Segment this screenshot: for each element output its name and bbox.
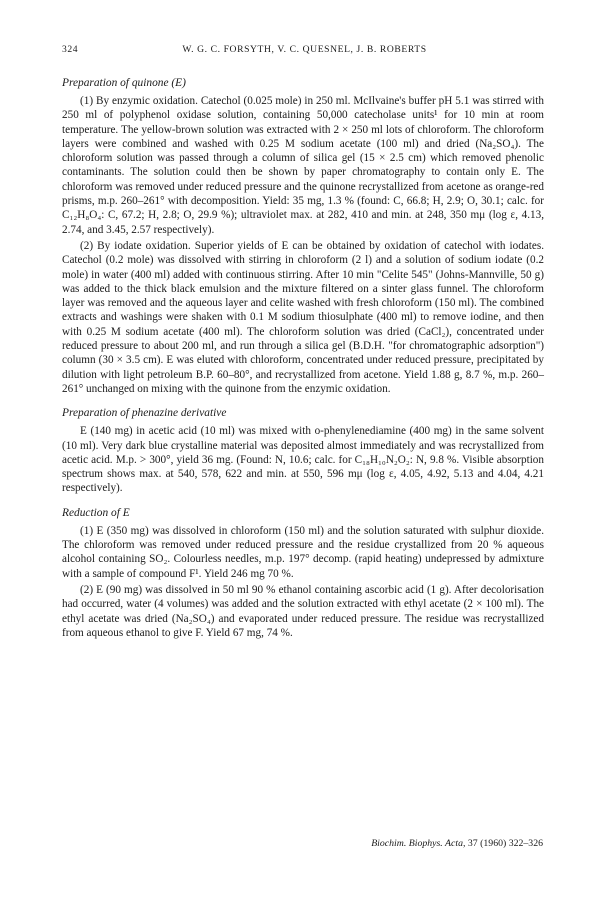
author-line: W. G. C. FORSYTH, V. C. QUESNEL, J. B. ROBERTS [182, 44, 427, 55]
running-header [62, 44, 547, 58]
page-number: 324 [62, 44, 79, 55]
journal-citation: 37 (1960) 322–326 [467, 838, 543, 849]
article-body [62, 76, 544, 642]
paragraph-iodate-oxidation: (2) By iodate oxidation. Superior yields of E can be obtained by oxidation of catechol with iodates. Catechol (0.2 mole) was dissolved with stirring in chloroform (2 l) and a solution of sodium iodate (0.2 mole) in water (400 ml) added with continuous stirring. After 10 min "Celite 545" (Johns-Mannville, 50 g) was added to the thick black emulsion and the mixture filtered on a sinter glass funnel. The chloroform layer was removed and the aqueous layer and celite washed with fresh chloroform (150 ml). The combined extracts and washings were shaken with 0.1 M sodium thiosulphate (400 ml) to remove iodine, and then with 0.25 M sodium acetate (400 ml). The chloroform solution was dried (CaCl₂), concentrated under reduced pressure to about 200 ml, and run through a silica gel (B.D.H. "for chromatographic adsorption") column (30 × 3.5 cm). E was eluted with chloroform, concentrated under reduced pressure, precipitated by dilution with light petroleum B.P. 60–80°, and recrystallized from acetone. Yield 1.88 g, 8.7 %, m.p. 260–261° unchanged on mixing with the quinone from the enzymic oxidation. [62, 239, 544, 395]
section-heading-phenazine: Preparation of phenazine derivative [62, 407, 227, 420]
section-heading-quinone: Preparation of quinone (E) [62, 77, 186, 89]
section-heading-reduction: Reduction of E [62, 506, 130, 519]
journal-footer [371, 838, 543, 849]
paragraph-enzymic-oxidation: (1) By enzymic oxidation. Catechol (0.025 mole) in 250 ml. McIlvaine's buffer pH 5.1 was stirred with 250 ml of polyphenol oxidase solution, containing 50,000 catecholase units¹ for 10 min at room temperature. The yellow-brown solution was extracted with 2 × 250 ml lots of chloroform. The chloroform layers were combined and washed with 0.25 M sodium acetate (100 ml) and dried (Na₂SO₄). The chloroform solution was passed through a column of silica gel (15 × 2.5 cm) which removed phenolic contaminants. The solution could then be shown by paper chromatography to contain only E. The chloroform was removed under reduced pressure and the quinone recrystallized from acetone as orange-red prisms, m.p. 260–261° with decomposition. Yield: 35 mg, 1.3 % (found: C, 66.8; H, 2.9; O, 30.1; calc. for C₁₂H₈O₄: C, 67.2; H, 2.8; O, 29.9 %); ultraviolet max. at 282, 410 and min. at 248, 350 mμ (log ε, 4.13, 2.74, and 3.45, 2.57 respectively). [62, 95, 544, 236]
paragraph-phenazine: E (140 mg) in acetic acid (10 ml) was mixed with o-phenylenediamine (400 mg) in the same solvent (10 ml). Very dark blue crystalline material was deposited almost immediately and was recrystallized from acetic acid. M.p. > 300°, yield 36 mg. (Found: N, 10.6; calc. for C₁₈H₁₀N₂O₂: N, 9.8 %. Visible absorption spectrum shows max. at 540, 578, 622 and min. at 550, 596 mμ (log ε, 4.05, 4.92, 5.13 and 4.04, 4.21 respectively). [62, 425, 544, 495]
paragraph-reduction-2: (2) E (90 mg) was dissolved in 50 ml 90 % ethanol containing ascorbic acid (1 g). After decolorisation had occurred, water (4 volumes) was added and the solution extracted with ethyl acetate (2 × 100 ml). The ethyl acetate was dried (Na₂SO₄) and evaporated under reduced pressure. The residue was recrystallized from aqueous ethanol to give F. Yield 67 mg, 74 %. [62, 583, 544, 639]
journal-name: Biochim. Biophys. Acta, [371, 838, 466, 849]
paragraph-reduction-1: (1) E (350 mg) was dissolved in chloroform (150 ml) and the solution saturated with sulphur dioxide. The chloroform was removed under reduced pressure and the residue crystallized from 20 % aqueous alcohol containing SO₂. Colourless needles, m.p. 197° decomp. (rapid heating) undepressed by admixture with a sample of compound F¹. Yield 246 mg 70 %. [62, 524, 544, 580]
